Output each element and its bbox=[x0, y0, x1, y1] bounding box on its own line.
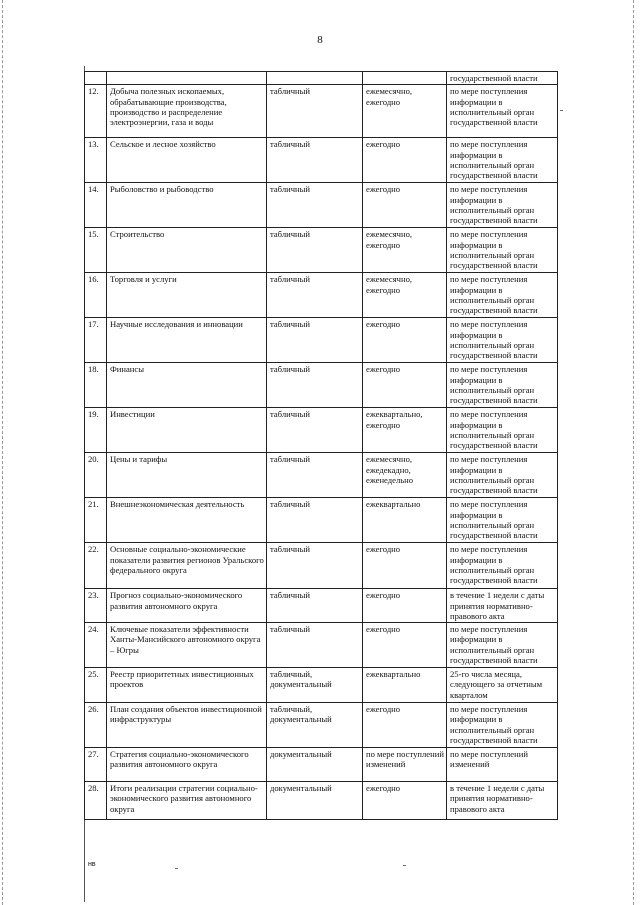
page-number: 8 bbox=[317, 34, 323, 46]
cell-term: по мере поступления информации в исполнительный орган государственной власти bbox=[447, 408, 558, 453]
cell-name: План создания объектов инвестиционной инфраструктуры bbox=[107, 703, 267, 748]
data-table bbox=[84, 71, 558, 820]
cell-form: табличный bbox=[267, 363, 363, 408]
cell-term: по мере поступления информации в исполнительный орган государственной власти bbox=[447, 453, 558, 498]
table-row bbox=[85, 228, 558, 273]
cell-period: ежеквартально bbox=[363, 668, 447, 703]
table-row bbox=[85, 363, 558, 408]
cell-period: ежегодно bbox=[363, 363, 447, 408]
cell-name: Итоги реализации стратегии социально-экономического развития автономного округа bbox=[107, 782, 267, 820]
cell-term: по мере поступления информации в исполнительный орган государственной власти bbox=[447, 703, 558, 748]
cell-num: 15. bbox=[85, 228, 107, 273]
scan-edge-right bbox=[633, 0, 635, 905]
table-row bbox=[85, 453, 558, 498]
cell-period: по мере поступлений изменений bbox=[363, 748, 447, 782]
cell-form: документальный bbox=[267, 782, 363, 820]
cell-period: ежемесячно, ежедекадно, еженедельно bbox=[363, 453, 447, 498]
cell-name: Научные исследования и инновации bbox=[107, 318, 267, 363]
cell-form: табличный bbox=[267, 453, 363, 498]
table-row bbox=[85, 703, 558, 748]
cell-num: 25. bbox=[85, 668, 107, 703]
cell-form: табличный bbox=[267, 85, 363, 138]
table-row bbox=[85, 668, 558, 703]
cell-form: документальный bbox=[267, 748, 363, 782]
table-row bbox=[85, 183, 558, 228]
cell-term: по мере поступления информации в исполнительный орган государственной власти bbox=[447, 228, 558, 273]
footer-code: нв bbox=[88, 861, 96, 868]
scan-speck bbox=[560, 110, 563, 111]
cell-form: табличный bbox=[267, 228, 363, 273]
scan-speck bbox=[175, 868, 178, 869]
cell-num: 20. bbox=[85, 453, 107, 498]
cell-term: по мере поступления информации в исполнительный орган государственной власти bbox=[447, 543, 558, 589]
cell-name: Добыча полезных ископаемых, обрабатывающие производства, производство и распределение электроэнергии, газа и воды bbox=[107, 85, 267, 138]
cell-period: ежегодно bbox=[363, 703, 447, 748]
table-body bbox=[85, 72, 558, 820]
cell-period: ежемесячно, ежегодно bbox=[363, 273, 447, 318]
cell-term: 25-го числа месяца, следующего за отчетным кварталом bbox=[447, 668, 558, 703]
table-row bbox=[85, 273, 558, 318]
cell-term: по мере поступления информации в исполнительный орган государственной власти bbox=[447, 273, 558, 318]
cell-period: ежемесячно, ежегодно bbox=[363, 228, 447, 273]
cell-num: 22. bbox=[85, 543, 107, 589]
cell-num: 27. bbox=[85, 748, 107, 782]
cell-term: по мере поступления информации в исполнительный орган государственной власти bbox=[447, 623, 558, 668]
scan-edge-left bbox=[2, 0, 4, 905]
cell-num: 17. bbox=[85, 318, 107, 363]
table-row bbox=[85, 318, 558, 363]
cell-period: ежегодно bbox=[363, 183, 447, 228]
cell-term: по мере поступления информации в исполнительный орган государственной власти bbox=[447, 85, 558, 138]
table-row bbox=[85, 748, 558, 782]
cell-form: табличный bbox=[267, 138, 363, 183]
cell-term: по мере поступлений изменений bbox=[447, 748, 558, 782]
cell-period: ежегодно bbox=[363, 543, 447, 589]
cell-term: в течение 1 недели с даты принятия нормативно-правового акта bbox=[447, 782, 558, 820]
cell-form: табличный, документальный bbox=[267, 703, 363, 748]
cell-form bbox=[267, 72, 363, 85]
cell-period: ежеквартально bbox=[363, 498, 447, 543]
cell-num: 13. bbox=[85, 138, 107, 183]
cell-form: табличный bbox=[267, 273, 363, 318]
cell-num: 24. bbox=[85, 623, 107, 668]
cell-term: в течение 1 недели с даты принятия нормативно-правового акта bbox=[447, 589, 558, 623]
cell-num: 18. bbox=[85, 363, 107, 408]
cell-name: Рыболовство и рыбоводство bbox=[107, 183, 267, 228]
cell-period: ежемесячно, ежегодно bbox=[363, 85, 447, 138]
cell-term: по мере поступления информации в исполнительный орган государственной власти bbox=[447, 498, 558, 543]
cell-num: 23. bbox=[85, 589, 107, 623]
cell-name: Цены и тарифы bbox=[107, 453, 267, 498]
cell-num: 28. bbox=[85, 782, 107, 820]
table-row bbox=[85, 623, 558, 668]
cell-name: Прогноз социально-экономического развития автономного округа bbox=[107, 589, 267, 623]
table-row bbox=[85, 589, 558, 623]
cell-term: по мере поступления информации в исполнительный орган государственной власти bbox=[447, 183, 558, 228]
table-row bbox=[85, 782, 558, 820]
cell-period: ежегодно bbox=[363, 589, 447, 623]
cell-term: по мере поступления информации в исполнительный орган государственной власти bbox=[447, 318, 558, 363]
cell-period: ежеквартально, ежегодно bbox=[363, 408, 447, 453]
cell-period: ежегодно bbox=[363, 318, 447, 363]
cell-name: Внешнеэкономическая деятельность bbox=[107, 498, 267, 543]
cell-period: ежегодно bbox=[363, 782, 447, 820]
cell-num: 12. bbox=[85, 85, 107, 138]
cell-term: государственной власти bbox=[447, 72, 558, 85]
cell-form: табличный bbox=[267, 623, 363, 668]
cell-form: табличный bbox=[267, 408, 363, 453]
cell-form: табличный bbox=[267, 543, 363, 589]
cell-term: по мере поступления информации в исполнительный орган государственной власти bbox=[447, 363, 558, 408]
cell-name: Стратегия социально-экономического развития автономного округа bbox=[107, 748, 267, 782]
table-row bbox=[85, 408, 558, 453]
cell-form: табличный bbox=[267, 183, 363, 228]
cell-name: Торговля и услуги bbox=[107, 273, 267, 318]
cell-term: по мере поступления информации в исполнительный орган государственной власти bbox=[447, 138, 558, 183]
cell-num: 21. bbox=[85, 498, 107, 543]
cell-name: Финансы bbox=[107, 363, 267, 408]
cell-name: Инвестиции bbox=[107, 408, 267, 453]
cell-num: 19. bbox=[85, 408, 107, 453]
cell-name bbox=[107, 72, 267, 85]
cell-form: табличный bbox=[267, 498, 363, 543]
cell-form: табличный, документальный bbox=[267, 668, 363, 703]
cell-form: табличный bbox=[267, 589, 363, 623]
cell-period: ежегодно bbox=[363, 623, 447, 668]
table-row bbox=[85, 543, 558, 589]
cell-name: Реестр приоритетных инвестиционных проектов bbox=[107, 668, 267, 703]
cell-name: Ключевые показатели эффективности Ханты-Мансийского автономного округа – Югры bbox=[107, 623, 267, 668]
cell-num: 16. bbox=[85, 273, 107, 318]
cell-name: Основные социально-экономические показатели развития регионов Уральского федерального округа bbox=[107, 543, 267, 589]
cell-period: ежегодно bbox=[363, 138, 447, 183]
cell-form: табличный bbox=[267, 318, 363, 363]
scan-speck bbox=[403, 865, 406, 866]
table-row bbox=[85, 85, 558, 138]
cell-period bbox=[363, 72, 447, 85]
table-row bbox=[85, 138, 558, 183]
cell-name: Строительство bbox=[107, 228, 267, 273]
cell-num: 14. bbox=[85, 183, 107, 228]
table-row-continuation bbox=[85, 72, 558, 85]
table-row bbox=[85, 498, 558, 543]
cell-num: 26. bbox=[85, 703, 107, 748]
cell-name: Сельское и лесное хозяйство bbox=[107, 138, 267, 183]
cell-num bbox=[85, 72, 107, 85]
